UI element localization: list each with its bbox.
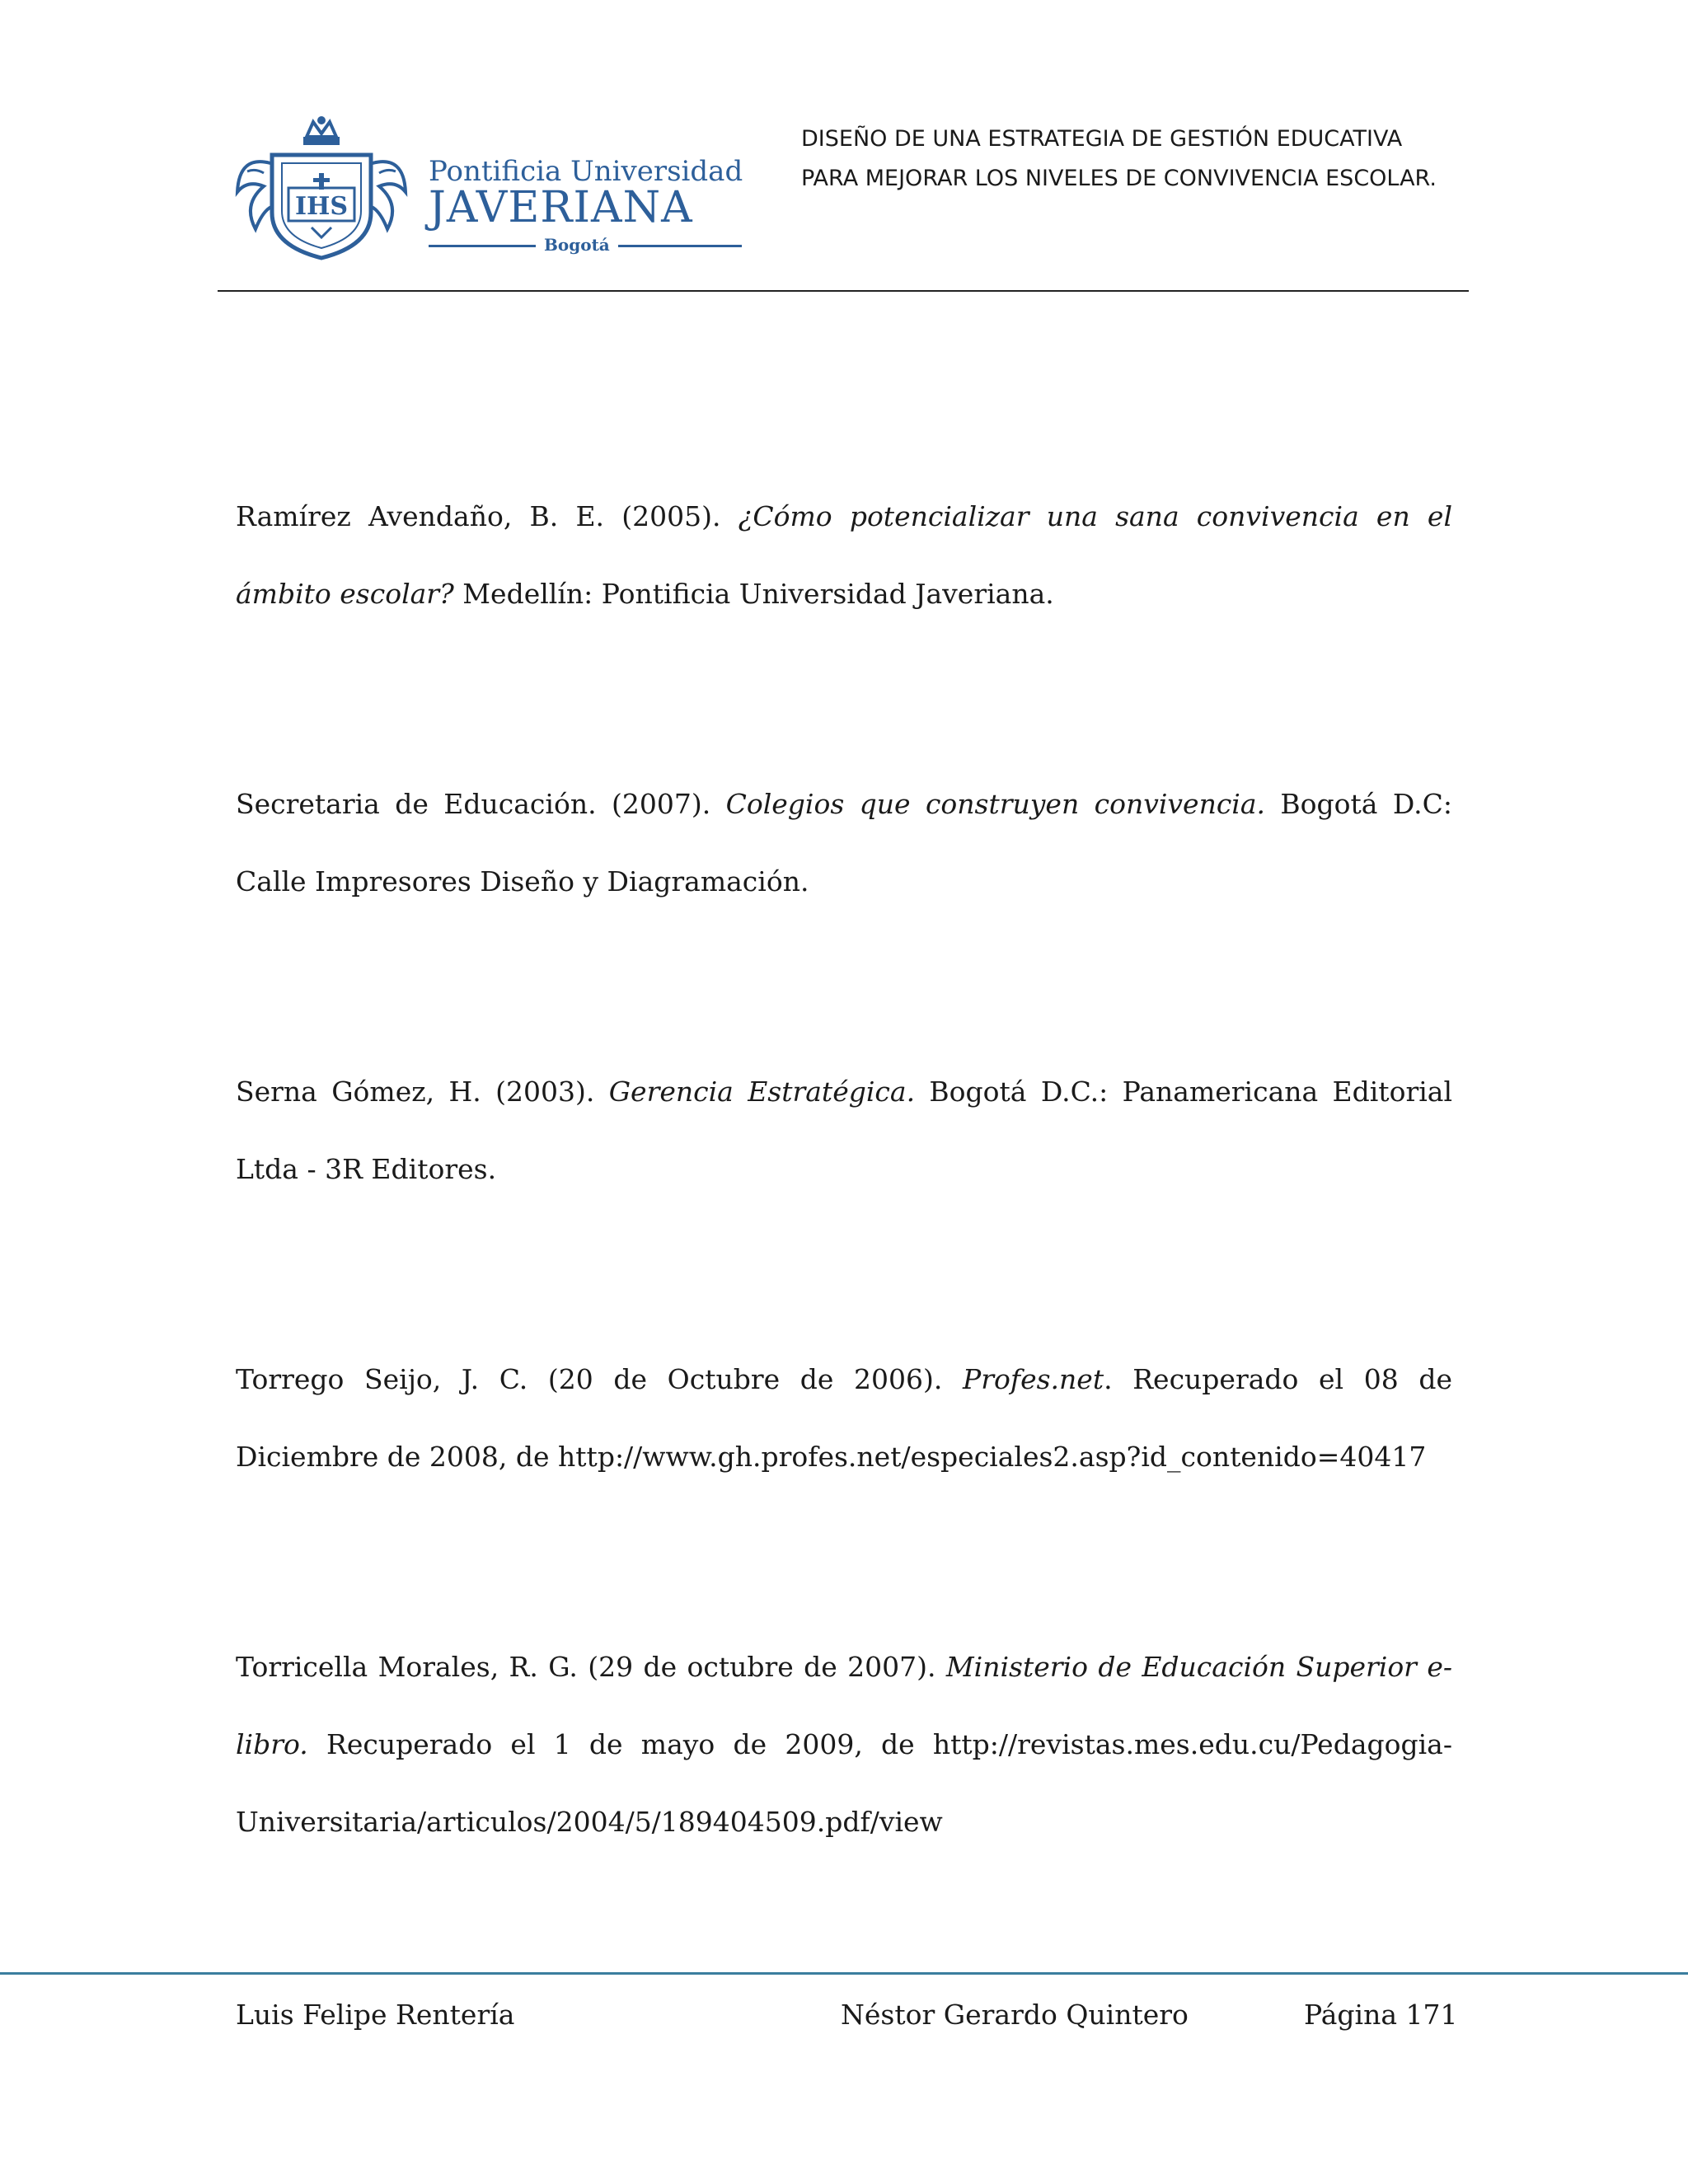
footer-author-1: Luis Felipe Rentería — [236, 1999, 515, 2031]
reference-list — [236, 478, 1452, 1994]
reference-entry — [236, 766, 1452, 921]
reference-title: Ministerio de Educación Superior e-libro. — [236, 1651, 1452, 1760]
document-title — [801, 120, 1437, 199]
reference-citation: Ramírez Avendaño, B. E. (2005). — [236, 500, 738, 532]
reference-entry — [236, 1341, 1452, 1496]
reference-entry — [236, 478, 1452, 633]
footer-divider — [0, 1972, 1688, 1975]
reference-citation: Torrego Seijo, J. C. (20 de Octubre de 2006). — [236, 1363, 964, 1395]
reference-publisher: Bogotá D.C.: Panamericana Editorial Ltda - 3R Editores. — [236, 1076, 1452, 1185]
reference-title: Profes.net — [963, 1363, 1104, 1395]
reference-publisher: Medellín: Pontificia Universidad Javeriana. — [453, 578, 1054, 610]
reference-title: Gerencia Estratégica. — [608, 1076, 916, 1108]
header-divider — [218, 290, 1469, 292]
seal-letters: IHS — [294, 192, 349, 221]
university-seal-icon — [231, 114, 412, 262]
reference-title: Colegios que construyen convivencia. — [725, 788, 1266, 820]
reference-title: ¿Cómo potencializar una sana convivencia en el ámbito escolar? — [236, 500, 1452, 610]
page-number: Página 171 — [1304, 1999, 1458, 2031]
reference-entry — [236, 1629, 1452, 1861]
reference-publisher: Recuperado el 1 de mayo de 2009, de http://revistas.mes.edu.cu/Pedagogia-Universitaria/articulos/2004/5/189404509.pdf/view — [236, 1728, 1452, 1838]
reference-citation: Torricella Morales, R. G. (29 de octubre de 2007). — [236, 1651, 946, 1683]
page-header — [0, 0, 1688, 297]
logo-line-1: Pontificia Universidad — [429, 155, 743, 188]
reference-citation: Secretaria de Educación. (2007). — [236, 788, 726, 820]
university-logo — [231, 114, 742, 262]
document-title-line-1: DISEÑO DE UNA ESTRATEGIA DE GESTIÓN EDUCATIVA — [801, 126, 1403, 152]
logo-line-3: Bogotá — [536, 235, 618, 255]
document-title-line-2: PARA MEJORAR LOS NIVELES DE CONVIVENCIA ESCOLAR. — [801, 166, 1437, 191]
reference-citation: Serna Gómez, H. (2003). — [236, 1076, 609, 1108]
reference-publisher: . Recuperado el 08 de Diciembre de 2008, de http://www.gh.profes.net/especiales2.asp?id_contenido=40417 — [236, 1363, 1453, 1473]
logo-line-2: JAVERIANA — [429, 183, 693, 232]
footer-author-2: Néstor Gerardo Quintero — [841, 1999, 1189, 2031]
reference-publisher: Bogotá D.C: Calle Impresores Diseño y Diagramación. — [236, 788, 1452, 898]
reference-entry — [236, 1053, 1452, 1208]
